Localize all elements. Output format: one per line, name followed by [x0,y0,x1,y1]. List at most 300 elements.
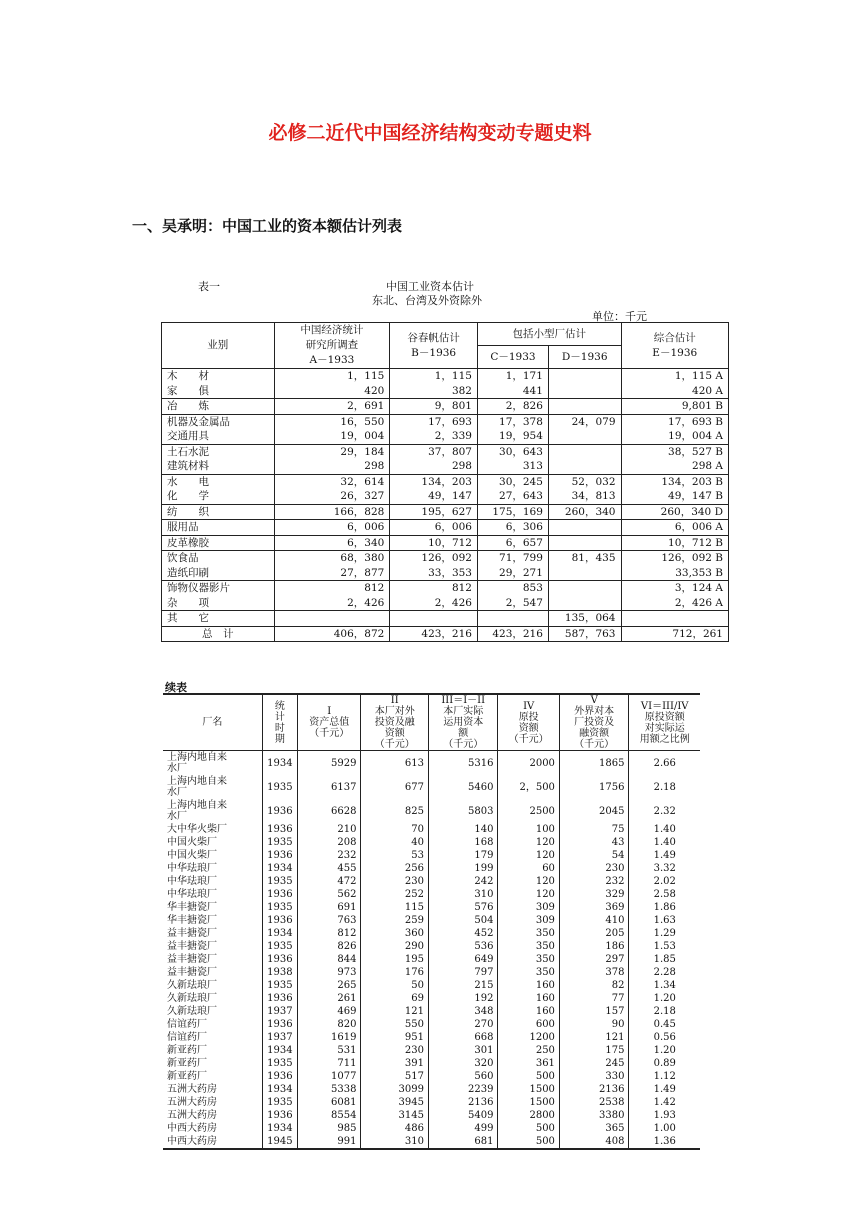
cell-external-investment: 825 [361,799,429,823]
cell-actual-capital: 301 [428,1044,498,1057]
cell-a: 16，550 [274,414,390,429]
total-label: 总 计 [162,626,275,642]
cell-ratio: 1.34 [629,979,700,992]
cell-actual-capital: 215 [428,979,498,992]
document-title: 必修二近代中国经济结构变动专题史料 [268,122,592,144]
table1-subtitle: 东北、台湾及外资除外 [372,294,482,307]
cell-period: 1934 [262,862,297,875]
cell-total-assets: 691 [297,901,360,914]
cell-period: 1935 [262,775,297,799]
table-row [163,1070,700,1083]
cell-actual-capital: 576 [428,901,498,914]
cell-ratio: 1.42 [629,1096,700,1109]
cell-ratio: 1.20 [629,992,700,1005]
cell-ratio: 1.20 [629,1044,700,1057]
cell-external-financing: 82 [559,979,629,992]
cell-total-assets: 208 [297,836,360,849]
factory-name: 中国火柴厂 [167,850,217,861]
cell-external-investment: 70 [361,823,429,836]
cell-d: 24，079 [548,414,621,429]
row-name: 造纸印刷 [162,566,275,581]
cell-e: 298 A [621,459,729,474]
cell-ratio: 1.00 [629,1122,700,1135]
cell-c: 29，271 [477,566,548,581]
cell-ratio: 1.93 [629,1109,700,1122]
cell-period: 1935 [262,940,297,953]
cell-external-investment: 115 [361,901,429,914]
cell-actual-capital: 452 [428,927,498,940]
cell-period: 1936 [262,953,297,966]
table-row [163,953,700,966]
cell-a: 812 [274,581,390,596]
factory-name: 中华珐琅厂 [167,876,217,887]
cell-ratio: 2.28 [629,966,700,979]
cell-external-financing: 245 [559,1057,629,1070]
cell-original-investment: 2，500 [498,775,559,799]
cell-b: 382 [390,384,478,399]
table1-label: 表一 [198,280,220,293]
factory-name: 新亚药厂 [167,1071,207,1082]
cell-ratio: 1.36 [629,1135,700,1149]
cell-original-investment: 60 [498,862,559,875]
cell-c: 30，245 [477,474,548,489]
cell-external-investment: 3945 [361,1096,429,1109]
cell-original-investment: 1500 [498,1083,559,1096]
cell-e: 260，340 D [621,504,729,520]
cell-external-financing: 232 [559,875,629,888]
cell-total-assets: 820 [297,1018,360,1031]
cell-d [548,384,621,399]
header-category: 业别 [162,323,275,369]
cell-external-financing: 205 [559,927,629,940]
table2-caption: 续表 [165,681,187,694]
cell-external-financing: 1865 [559,751,629,776]
cell-external-financing: 1756 [559,775,629,799]
cell-external-investment: 69 [361,992,429,1005]
cell-original-investment: 350 [498,927,559,940]
factory-capital-table [163,693,700,1150]
cell-b: 812 [390,581,478,596]
cell-external-financing: 369 [559,901,629,914]
cell-a: 420 [274,384,390,399]
cell-external-financing: 410 [559,914,629,927]
cell-c: 441 [477,384,548,399]
factory-name: 信谊药厂 [167,1019,207,1030]
cell-a [274,611,390,627]
header-col-b [390,323,478,369]
cell-original-investment: 160 [498,979,559,992]
factory-name: 中西大药房 [167,1123,217,1134]
cell-ratio: 3.32 [629,862,700,875]
cell-b: 1，115 [390,369,478,384]
cell-actual-capital: 348 [428,1005,498,1018]
table-row [162,611,729,627]
table-row [163,979,700,992]
cell-actual-capital: 536 [428,940,498,953]
cell-external-investment: 256 [361,862,429,875]
cell-b: 49，147 [390,489,478,504]
cell-total-assets: 5929 [297,751,360,776]
cell-e: 9,801 B [621,399,729,415]
cell-c: 17，378 [477,414,548,429]
cell-external-investment: 3145 [361,1109,429,1122]
cell-ratio: 1.86 [629,901,700,914]
cell-external-investment: 121 [361,1005,429,1018]
cell-total-assets: 826 [297,940,360,953]
cell-original-investment: 120 [498,849,559,862]
header-col-e-line1: 综合估计 [653,331,696,344]
cell-actual-capital: 168 [428,836,498,849]
factory-name: 益丰搪瓷厂 [167,941,217,952]
cell-external-financing: 175 [559,1044,629,1057]
factory-name: 中华珐琅厂 [167,863,217,874]
row-name: 饰物仪器影片 [162,581,275,596]
cell-total-assets: 6081 [297,1096,360,1109]
cell-external-financing: 121 [559,1031,629,1044]
table1-title: 中国工业资本估计 [386,280,474,293]
cell-c: 2，826 [477,399,548,415]
table-total-row [162,626,729,642]
cell-external-financing: 2136 [559,1083,629,1096]
factory-name: 五洲大药房 [167,1110,217,1121]
cell-total-assets: 232 [297,849,360,862]
cell-actual-capital: 797 [428,966,498,979]
cell-original-investment: 600 [498,1018,559,1031]
cell-actual-capital: 499 [428,1122,498,1135]
factory-name: 久新珐琅厂 [167,980,217,991]
cell-b: 2，426 [390,596,478,611]
cell-total-assets: 1619 [297,1031,360,1044]
cell-external-financing: 378 [559,966,629,979]
header-col-a-line3: A－1933 [309,354,355,366]
cell-actual-capital: 5316 [428,751,498,776]
cell-ratio: 0.45 [629,1018,700,1031]
cell-d: 52，032 [548,474,621,489]
factory-name: 大中华火柴厂 [167,824,227,835]
header-factory: 厂名 [163,694,262,751]
table-row [162,489,729,504]
table-row [163,875,700,888]
factory-name: 五洲大药房 [167,1097,217,1108]
cell-actual-capital: 310 [428,888,498,901]
cell-total-assets: 6628 [297,799,360,823]
cell-b: 33，353 [390,566,478,581]
cell-original-investment: 120 [498,836,559,849]
table-row [163,927,700,940]
cell-external-financing: 2538 [559,1096,629,1109]
cell-external-investment: 517 [361,1070,429,1083]
cell-external-investment: 486 [361,1122,429,1135]
cell-b [390,611,478,627]
header-col-cd-group: 包括小型厂估计 [477,323,621,346]
cell-a: 19，004 [274,429,390,444]
cell-a: 166，828 [274,504,390,520]
cell-external-investment: 677 [361,775,429,799]
header-col-b-line2: B－1936 [411,346,457,359]
factory-name: 上海内地自来 水厂 [167,800,227,822]
table-row [163,992,700,1005]
cell-c: 6，306 [477,520,548,536]
cell-external-investment: 310 [361,1135,429,1149]
cell-d [548,535,621,551]
cell-a: 27，877 [274,566,390,581]
cell-period: 1935 [262,901,297,914]
cell-external-financing: 75 [559,823,629,836]
cell-total-assets: 472 [297,875,360,888]
cell-original-investment: 309 [498,914,559,927]
cell-external-financing: 297 [559,953,629,966]
cell-total-assets: 763 [297,914,360,927]
cell-original-investment: 2000 [498,751,559,776]
cell-d [548,399,621,415]
header-col-e [621,323,729,369]
cell-ratio: 1.63 [629,914,700,927]
cell-actual-capital: 242 [428,875,498,888]
table-row [162,581,729,596]
cell-external-investment: 230 [361,875,429,888]
cell-external-investment: 252 [361,888,429,901]
total-c: 423，216 [477,626,548,642]
cell-period: 1934 [262,927,297,940]
total-e: 712，261 [621,626,729,642]
cell-b: 134，203 [390,474,478,489]
row-name: 化 学 [162,489,275,504]
cell-actual-capital: 199 [428,862,498,875]
cell-b: 17，693 [390,414,478,429]
cell-period: 1936 [262,799,297,823]
cell-b: 298 [390,459,478,474]
row-name: 饮食品 [162,551,275,566]
cell-external-financing: 77 [559,992,629,1005]
cell-actual-capital: 5409 [428,1109,498,1122]
cell-period: 1935 [262,836,297,849]
cell-original-investment: 160 [498,1005,559,1018]
row-name: 皮革橡胶 [162,535,275,551]
cell-external-investment: 50 [361,979,429,992]
cell-original-investment: 2500 [498,799,559,823]
cell-period: 1936 [262,1018,297,1031]
cell-original-investment: 309 [498,901,559,914]
cell-period: 1934 [262,1044,297,1057]
header-col1: I 资产总值 （千元） [297,694,360,751]
cell-original-investment: 2800 [498,1109,559,1122]
cell-period: 1936 [262,992,297,1005]
cell-external-financing: 2045 [559,799,629,823]
cell-period: 1938 [262,966,297,979]
factory-name: 五洲大药房 [167,1084,217,1095]
table-row [162,384,729,399]
cell-c: 313 [477,459,548,474]
cell-b: 195，627 [390,504,478,520]
cell-d [548,520,621,536]
cell-total-assets: 210 [297,823,360,836]
cell-actual-capital: 179 [428,849,498,862]
cell-d [548,459,621,474]
cell-external-financing: 43 [559,836,629,849]
cell-ratio: 2.66 [629,751,700,776]
row-name: 其 它 [162,611,275,627]
table-row [162,596,729,611]
cell-external-financing: 90 [559,1018,629,1031]
cell-e: 38，527 B [621,444,729,459]
cell-external-investment: 53 [361,849,429,862]
cell-total-assets: 991 [297,1135,360,1149]
cell-a: 6，006 [274,520,390,536]
cell-original-investment: 120 [498,875,559,888]
cell-original-investment: 160 [498,992,559,1005]
factory-name: 久新珐琅厂 [167,1006,217,1017]
cell-actual-capital: 2136 [428,1096,498,1109]
factory-name: 益丰搪瓷厂 [167,954,217,965]
table-row [163,1018,700,1031]
cell-actual-capital: 5803 [428,799,498,823]
cell-e: 6，006 A [621,520,729,536]
header-col3: III＝I－II 本厂实际 运用资本 额 （千元） [428,694,498,751]
cell-original-investment: 350 [498,953,559,966]
cell-total-assets: 1077 [297,1070,360,1083]
cell-original-investment: 350 [498,940,559,953]
cell-period: 1937 [262,1005,297,1018]
cell-b: 6，006 [390,520,478,536]
row-name: 交通用具 [162,429,275,444]
cell-e: 1，115 A [621,369,729,384]
factory-name: 中国火柴厂 [167,837,217,848]
cell-actual-capital: 192 [428,992,498,1005]
cell-ratio: 1.40 [629,836,700,849]
cell-d: 81，435 [548,551,621,566]
cell-original-investment: 500 [498,1070,559,1083]
cell-ratio: 1.12 [629,1070,700,1083]
cell-e: 17，693 B [621,414,729,429]
cell-original-investment: 500 [498,1122,559,1135]
row-name: 冶 炼 [162,399,275,415]
total-b: 423，216 [390,626,478,642]
cell-external-financing: 330 [559,1070,629,1083]
factory-name: 信谊药厂 [167,1032,207,1043]
cell-period: 1934 [262,1083,297,1096]
cell-b: 37，807 [390,444,478,459]
cell-e: 49，147 B [621,489,729,504]
cell-c: 2，547 [477,596,548,611]
table-row [163,901,700,914]
cell-d: 260，340 [548,504,621,520]
cell-external-investment: 951 [361,1031,429,1044]
table-row [163,914,700,927]
row-name: 家 俱 [162,384,275,399]
cell-original-investment: 1200 [498,1031,559,1044]
cell-period: 1935 [262,1096,297,1109]
section-heading: 一、吴承明：中国工业的资本额估计列表 [132,217,403,235]
row-name: 木 材 [162,369,275,384]
cell-ratio: 2.58 [629,888,700,901]
table-row [163,862,700,875]
cell-e: 19，004 A [621,429,729,444]
cell-a: 32，614 [274,474,390,489]
cell-external-investment: 259 [361,914,429,927]
cell-total-assets: 261 [297,992,360,1005]
cell-actual-capital: 560 [428,1070,498,1083]
cell-c: 175，169 [477,504,548,520]
cell-a: 2，691 [274,399,390,415]
factory-name: 上海内地自来 水厂 [167,752,227,774]
cell-external-investment: 391 [361,1057,429,1070]
cell-actual-capital: 320 [428,1057,498,1070]
cell-d [548,566,621,581]
cell-external-investment: 176 [361,966,429,979]
cell-c: 27，643 [477,489,548,504]
cell-total-assets: 455 [297,862,360,875]
cell-ratio: 2.18 [629,1005,700,1018]
factory-name: 新亚药厂 [167,1058,207,1069]
factory-name: 中华珐琅厂 [167,889,217,900]
cell-external-financing: 157 [559,1005,629,1018]
cell-external-investment: 40 [361,836,429,849]
cell-original-investment: 250 [498,1044,559,1057]
table-row [163,1135,700,1149]
table-row [163,1044,700,1057]
cell-total-assets: 711 [297,1057,360,1070]
row-name: 建筑材料 [162,459,275,474]
table-row [163,1109,700,1122]
table-row [162,429,729,444]
cell-e: 126，092 B [621,551,729,566]
cell-original-investment: 500 [498,1135,559,1149]
factory-name: 益丰搪瓷厂 [167,967,217,978]
cell-ratio: 1.49 [629,849,700,862]
cell-total-assets: 8554 [297,1109,360,1122]
cell-ratio: 2.18 [629,775,700,799]
cell-original-investment: 120 [498,888,559,901]
cell-a: 29，184 [274,444,390,459]
cell-total-assets: 469 [297,1005,360,1018]
cell-c: 19，954 [477,429,548,444]
table-row [163,1005,700,1018]
header-col2: II 本厂对外 投资及融 资额 （千元） [361,694,429,751]
table-row [162,399,729,415]
cell-e [621,611,729,627]
cell-total-assets: 562 [297,888,360,901]
cell-external-financing: 3380 [559,1109,629,1122]
table-row [162,444,729,459]
cell-period: 1934 [262,1122,297,1135]
cell-a: 26，327 [274,489,390,504]
factory-name: 久新珐琅厂 [167,993,217,1004]
table1-unit: 单位：千元 [592,310,647,323]
header-col-c: C－1933 [477,346,548,369]
cell-c: 853 [477,581,548,596]
cell-external-financing: 329 [559,888,629,901]
row-name: 纺 织 [162,504,275,520]
table-row [162,474,729,489]
cell-period: 1935 [262,1057,297,1070]
header-col4: IV 原投 资额 （千元） [498,694,559,751]
cell-external-investment: 550 [361,1018,429,1031]
cell-e: 33,353 B [621,566,729,581]
cell-e: 2，426 A [621,596,729,611]
cell-e: 10，712 B [621,535,729,551]
cell-b: 10，712 [390,535,478,551]
cell-total-assets: 6137 [297,775,360,799]
cell-actual-capital: 649 [428,953,498,966]
table1-caption [160,278,730,322]
table-row [163,966,700,979]
cell-d [548,429,621,444]
factory-name: 中西大药房 [163,1135,262,1149]
cell-external-financing: 365 [559,1122,629,1135]
cell-e: 420 A [621,384,729,399]
cell-period: 1945 [262,1135,297,1149]
table-row [163,823,700,836]
